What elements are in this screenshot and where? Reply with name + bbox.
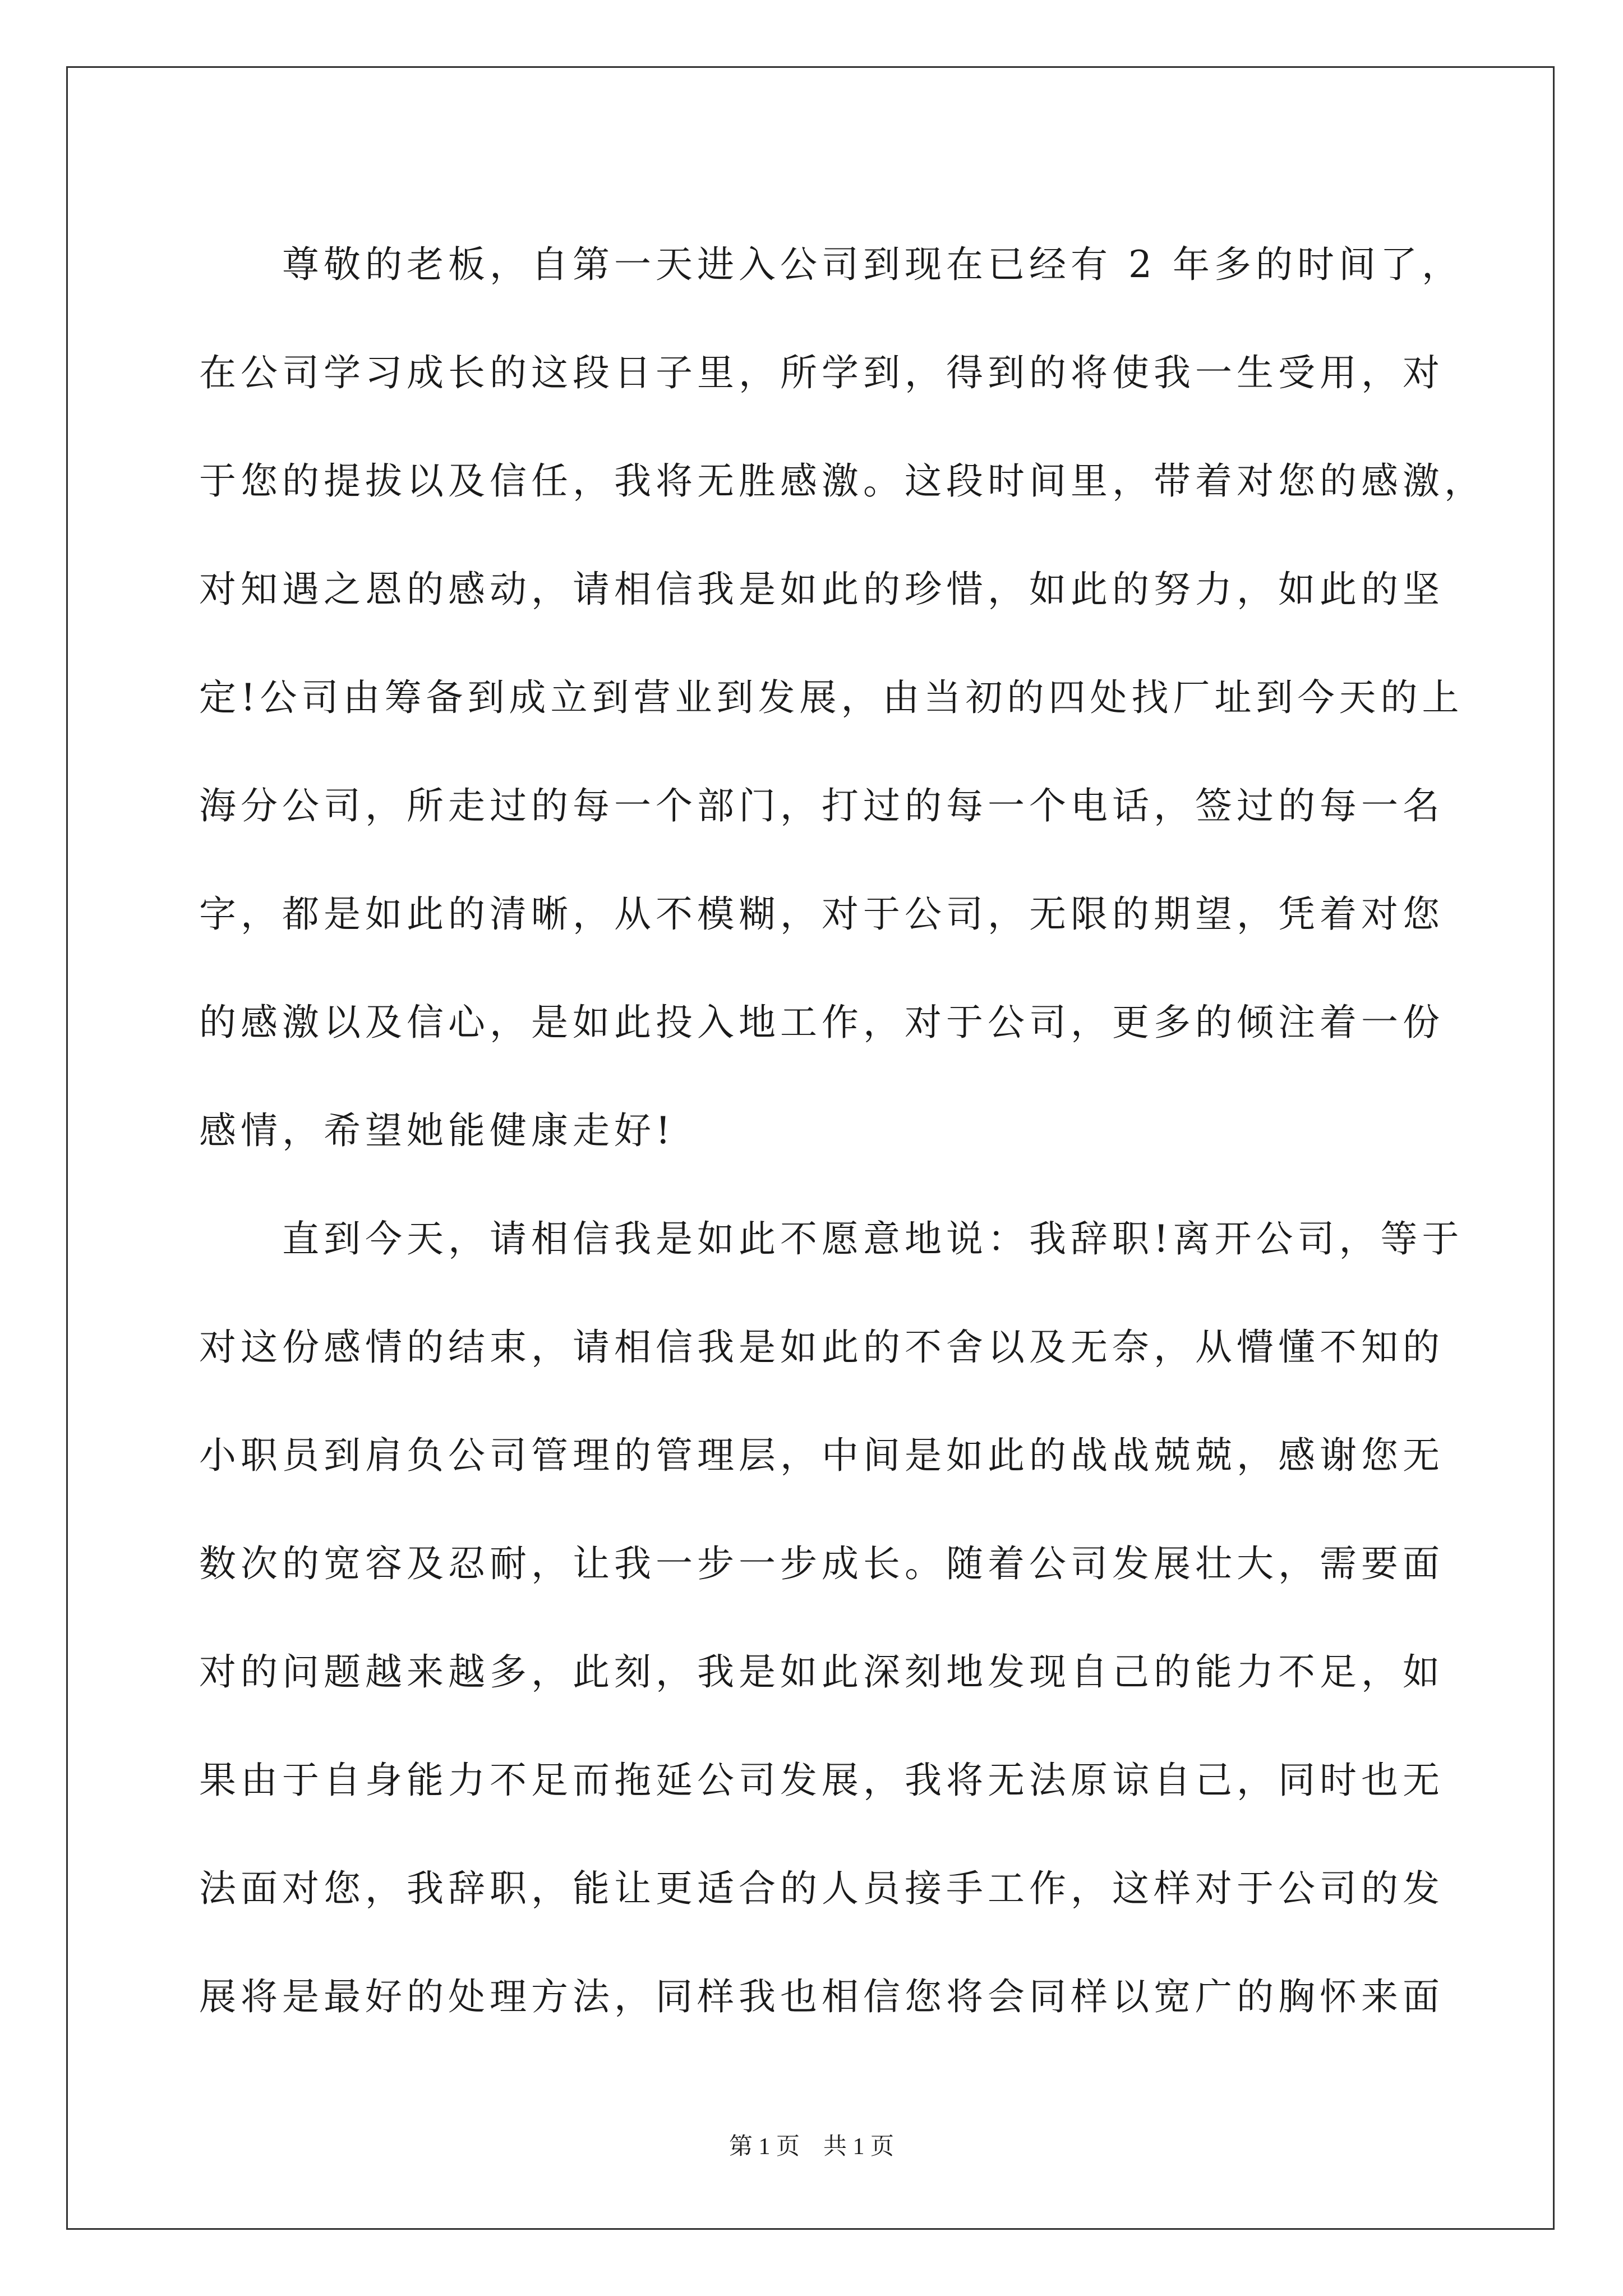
- paragraph-1-line-1: 尊敬的老板，自第一天进入公司到现在已经有 2 年多的时间了，: [282, 243, 1463, 286]
- paragraph-1-line-8: 的感激以及信心，是如此投入地工作，对于公司，更多的倾注着一份: [199, 1001, 1444, 1044]
- paragraph-2-line-7: 法面对您，我辞职，能让更适合的人员接手工作，这样对于公司的发: [199, 1867, 1444, 1910]
- paragraph-2-line-6: 果由于自身能力不足而拖延公司发展，我将无法原谅自己，同时也无: [199, 1759, 1444, 1802]
- paragraph-1-line-6: 海分公司，所走过的每一个部门，打过的每一个电话，签过的每一名: [199, 784, 1444, 827]
- paragraph-1-line-5: 定!公司由筹备到成立到营业到发展，由当初的四处找厂址到今天的上: [199, 676, 1464, 719]
- paragraph-1-line-2: 在公司学习成长的这段日子里，所学到，得到的将使我一生受用，对: [199, 351, 1444, 394]
- paragraph-2-line-2: 对这份感情的结束，请相信我是如此的不舍以及无奈，从懵懂不知的: [199, 1326, 1444, 1369]
- paragraph-1-line-4: 对知遇之恩的感动，请相信我是如此的珍惜，如此的努力，如此的坚: [199, 568, 1444, 611]
- page-total: 共 1 页: [823, 2134, 895, 2160]
- paragraph-2-line-5: 对的问题越来越多，此刻，我是如此深刻地发现自己的能力不足，如: [199, 1650, 1444, 1694]
- paragraph-2-line-8: 展将是最好的处理方法，同样我也相信您将会同样以宽广的胸怀来面: [199, 1975, 1444, 2018]
- document-body: [199, 210, 1486, 2051]
- paragraph-2-line-3: 小职员到肩负公司管理的管理层，中间是如此的战战兢兢，感谢您无: [199, 1434, 1444, 1477]
- page-footer: [0, 2130, 1623, 2164]
- paragraph-1-line-7: 字，都是如此的清晰，从不模糊，对于公司，无限的期望，凭着对您: [199, 892, 1444, 936]
- paragraph-2-line-4: 数次的宽容及忍耐，让我一步一步成长。随着公司发展壮大，需要面: [199, 1542, 1444, 1585]
- page-number: 第 1 页: [728, 2134, 800, 2160]
- paragraph-1-line-9: 感情，希望她能健康走好!: [199, 1109, 675, 1152]
- paragraph-1-line-3: 于您的提拔以及信任，我将无胜感激。这段时间里，带着对您的感激，: [199, 459, 1486, 503]
- paragraph-2-line-1: 直到今天，请相信我是如此不愿意地说：我辞职!离开公司，等于: [282, 1217, 1464, 1260]
